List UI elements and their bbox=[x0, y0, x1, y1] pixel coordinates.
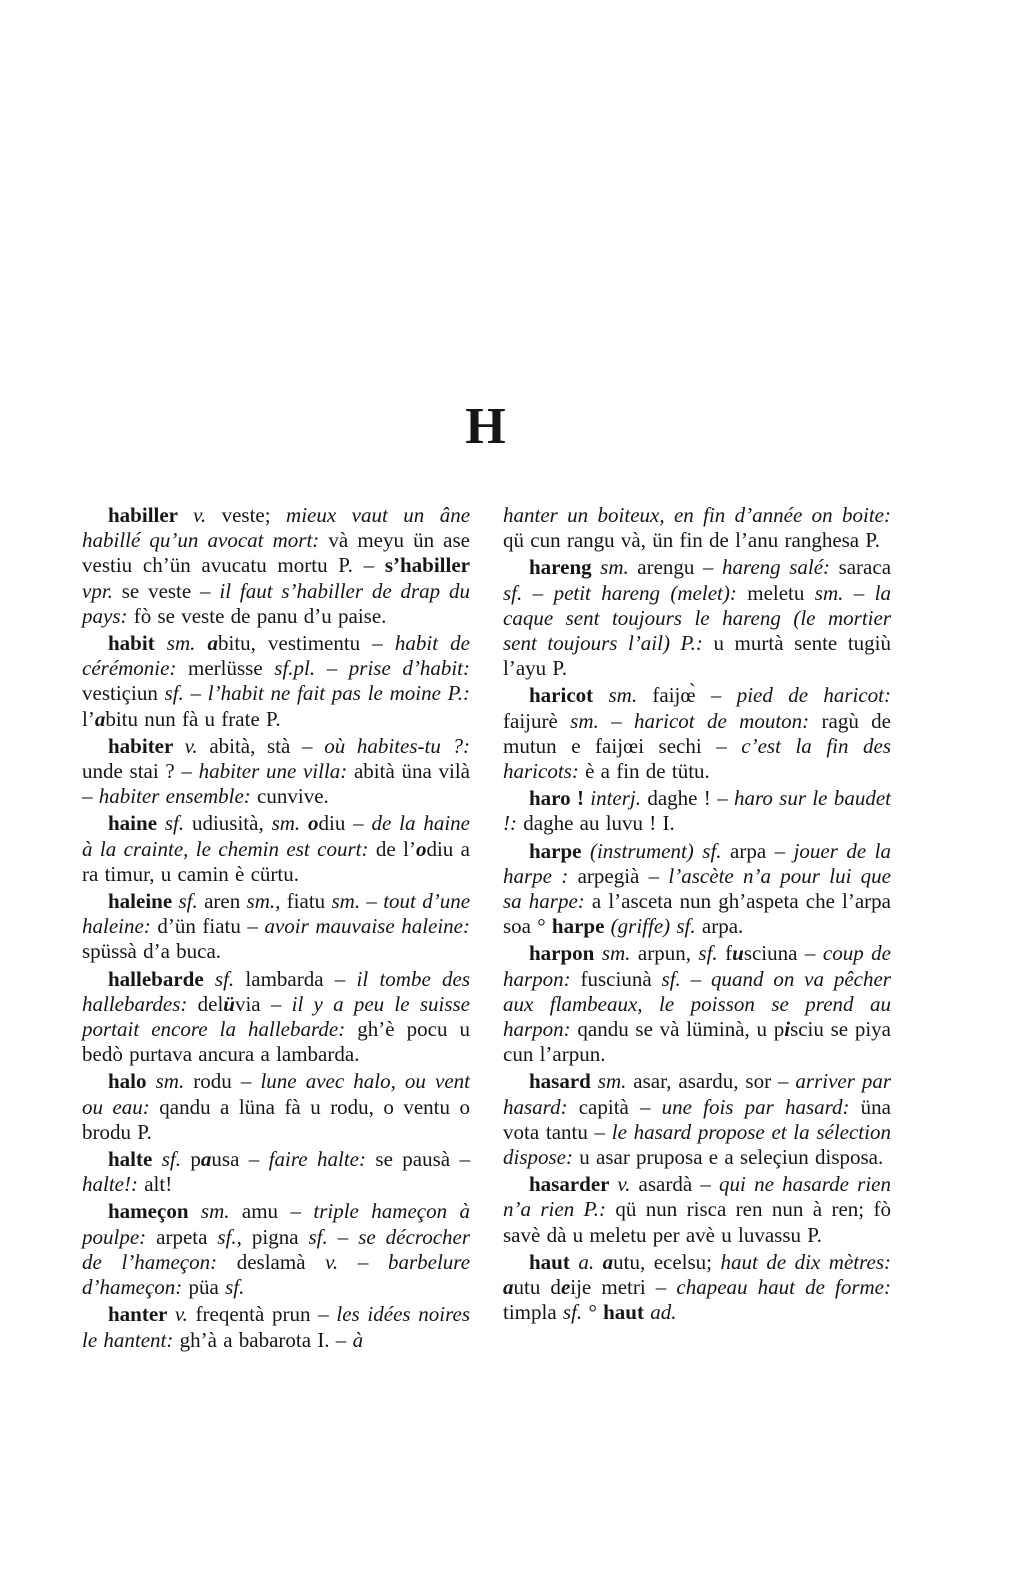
entry-segment: harpe bbox=[551, 914, 611, 939]
entry-segment: il faut s’habiller de drap du pays: bbox=[82, 578, 470, 628]
entry-segment: asardà – bbox=[638, 1172, 720, 1197]
entry-segment: a bbox=[503, 1275, 514, 1300]
entry-segment: hameçon bbox=[108, 1199, 201, 1224]
entry-segment: bitu nun fà u frate P. bbox=[105, 706, 281, 731]
entry-segment: v. bbox=[184, 733, 210, 758]
entry-segment: saraca bbox=[838, 555, 892, 580]
entry-habiller bbox=[82, 503, 470, 629]
entry-segment: del bbox=[197, 991, 224, 1016]
entry-segment: vestiçiun bbox=[82, 681, 165, 706]
text-columns bbox=[82, 503, 892, 1353]
entry-harpon bbox=[503, 941, 891, 1067]
entry-segment: sciu se piya cun l’arpun. bbox=[503, 1017, 891, 1067]
entry-segment: pigna bbox=[251, 1224, 309, 1249]
entry-segment: – bbox=[366, 889, 384, 914]
entry-segment: hanter bbox=[108, 1302, 175, 1327]
entry-segment: haine bbox=[108, 811, 165, 836]
entry-hareng bbox=[503, 555, 891, 681]
entry-segment: c’est la fin des haricots: bbox=[503, 733, 892, 784]
entry-segment: harpon bbox=[529, 941, 602, 966]
entry-segment: une fois par hasard: bbox=[661, 1094, 861, 1119]
entry-segment: harpe bbox=[529, 838, 590, 863]
entry-segment: hareng salé: bbox=[721, 555, 839, 580]
entry-segment: de la haine à la crainte, le chemin est court: bbox=[82, 811, 471, 861]
entry-segment: deslamà bbox=[236, 1249, 326, 1274]
entry-segment: habiter ensemble: bbox=[98, 784, 258, 809]
entry-segment: sm. bbox=[601, 941, 638, 966]
entry-segment: fusciunà bbox=[580, 966, 662, 991]
entry-segment: merlüsse bbox=[188, 656, 275, 681]
entry-segment: qandu a lüna fà u rodu, o ventu o brodu P. bbox=[82, 1094, 470, 1144]
entry-segment: sf.pl. bbox=[274, 656, 327, 681]
entry-segment: d’ün fiatu – bbox=[157, 914, 265, 939]
entry-segment: i bbox=[784, 1017, 791, 1042]
entry-segment: aren bbox=[204, 889, 247, 914]
entry-segment: a bbox=[207, 631, 218, 656]
entry-segment: ad. bbox=[650, 1300, 677, 1325]
entry-segment: hallebarde bbox=[108, 966, 215, 991]
entry-segment: alt! bbox=[144, 1172, 173, 1197]
entry-segment: barbelure d’hameçon: bbox=[82, 1249, 471, 1300]
entry-segment: sm., bbox=[246, 889, 287, 914]
entry-hanter-continued bbox=[503, 503, 891, 553]
entry-segment: ragù de mutun e faijœi sechi – bbox=[503, 708, 892, 758]
entry-hasard bbox=[503, 1069, 891, 1170]
entry-segment: haricot bbox=[529, 683, 609, 708]
entry-segment: qü cun rangu và, ün fin de l’anu ranghesa P. bbox=[503, 528, 880, 553]
entry-segment: sf. bbox=[308, 1224, 338, 1249]
entry-segment: arpeta bbox=[156, 1224, 218, 1249]
entry-segment: se décrocher de l’hameçon: bbox=[82, 1224, 471, 1274]
entry-segment: – bbox=[853, 580, 875, 605]
entry-segment: unde stai ? – bbox=[82, 759, 199, 784]
entry-segment: qandu se và lüminà, u p bbox=[577, 1017, 785, 1042]
entry-segment: meletu bbox=[747, 580, 815, 605]
entry-segment: les idées noires le hantent: bbox=[82, 1302, 470, 1352]
entry-segment: pied de haricot: bbox=[736, 683, 892, 708]
entry-haro bbox=[503, 786, 891, 836]
entry-segment: vpr. bbox=[82, 578, 122, 603]
entry-segment: jouer de la harpe : bbox=[503, 838, 892, 888]
entry-segment: sm. bbox=[570, 708, 612, 733]
entry-segment: sf. bbox=[225, 1275, 245, 1300]
entry-segment: tout d’une haleine: bbox=[82, 889, 471, 939]
entry-segment: hareng bbox=[529, 555, 601, 580]
entry-segment: – bbox=[532, 580, 554, 605]
entry-segment: interj. bbox=[590, 786, 648, 811]
entry-segment: gh’à a babarota I. – bbox=[179, 1327, 353, 1352]
entry-halte bbox=[82, 1147, 470, 1197]
entry-segment: diu a ra timur, u camin è cürtu. bbox=[82, 836, 471, 886]
entry-segment: spüssà d’a buca. bbox=[82, 939, 222, 964]
entry-haut bbox=[503, 1250, 891, 1326]
entry-segment: v. bbox=[174, 1302, 196, 1327]
entry-segment: v. bbox=[193, 503, 222, 527]
entry-segment: lambarda – bbox=[245, 966, 357, 991]
entry-segment: amu – bbox=[241, 1199, 314, 1224]
entry-segment: sm. bbox=[200, 1199, 242, 1224]
entry-segment: p bbox=[190, 1147, 201, 1172]
entry-segment: u murtà sente tugiù l’ayu P. bbox=[503, 631, 891, 681]
entry-habit bbox=[82, 631, 470, 732]
entry-segment: fò se veste de panu d’u paise. bbox=[133, 603, 387, 628]
entry-segment: se veste – bbox=[121, 578, 220, 603]
entry-segment: sm. bbox=[814, 580, 854, 605]
entry-haine bbox=[82, 811, 470, 887]
entry-segment: o bbox=[308, 811, 319, 836]
entry-segment: – bbox=[190, 681, 208, 706]
entry-segment: faire halte: bbox=[268, 1147, 376, 1172]
entry-segment: sciuna – bbox=[743, 941, 823, 966]
entry-segment: (instrument) sf. bbox=[589, 838, 731, 863]
entry-segment: halo bbox=[108, 1069, 156, 1094]
entry-segment: où habites-tu ?: bbox=[324, 733, 471, 758]
entry-segment: haro ! bbox=[529, 786, 591, 811]
entry-segment: sf. bbox=[161, 1147, 191, 1172]
entry-segment: – bbox=[337, 1224, 359, 1249]
entry-segment: sf. bbox=[562, 1300, 589, 1325]
entry-segment: timpla bbox=[503, 1300, 563, 1325]
entry-segment: la caque sent toujours le hareng (le mortier sent toujours l’ail) P.: bbox=[503, 580, 892, 656]
entry-hamecon bbox=[82, 1199, 470, 1300]
entry-segment: à bbox=[352, 1327, 364, 1352]
entry-segment: halte bbox=[108, 1147, 162, 1172]
entry-segment: il y a peu le suisse portait encore la hallebarde: bbox=[82, 991, 471, 1042]
entry-segment: sf. bbox=[164, 811, 192, 836]
entry-segment: bitu, vestimentu – bbox=[218, 631, 395, 656]
entry-segment: abità, stà – bbox=[209, 733, 325, 758]
entry-segment: sf. bbox=[661, 966, 691, 991]
entry-segment: sm. bbox=[271, 811, 308, 836]
entry-segment: se pausà – bbox=[375, 1147, 471, 1172]
entry-segment: sf. bbox=[164, 681, 191, 706]
entry-segment: sf. bbox=[214, 966, 246, 991]
entry-segment: v. bbox=[617, 1172, 639, 1197]
entry-harpe bbox=[503, 839, 891, 940]
section-letter-heading: H bbox=[465, 398, 507, 455]
entry-segment: haleine bbox=[108, 889, 179, 914]
entry-segment: l’ bbox=[82, 706, 95, 731]
entry-segment: sf., bbox=[217, 1224, 252, 1249]
entry-segment: hasarder bbox=[529, 1172, 618, 1197]
entry-segment: u bbox=[732, 941, 744, 966]
entry-segment: coup de harpon: bbox=[503, 941, 891, 991]
entry-segment: ü bbox=[223, 991, 235, 1016]
entry-segment: è a fin de tütu. bbox=[585, 759, 710, 784]
entry-segment: habiter une villa: bbox=[198, 759, 354, 784]
entry-segment: sm. bbox=[331, 889, 367, 914]
entry-segment: asar, asardu, sor – bbox=[633, 1069, 796, 1094]
entry-segment: a. bbox=[578, 1249, 603, 1274]
entry-hallebarde bbox=[82, 967, 470, 1068]
entry-segment: sm. bbox=[600, 555, 638, 580]
entry-segment: a l’asceta nun gh’aspeta che l’arpa soa ° bbox=[503, 889, 891, 939]
entry-segment: udiusità, bbox=[191, 811, 272, 836]
entry-segment: haut bbox=[529, 1249, 579, 1274]
entry-segment: a bbox=[94, 706, 106, 731]
entry-segment: petit hareng (melet): bbox=[553, 580, 748, 605]
entry-segment: prise d’habit: bbox=[348, 656, 470, 681]
entry-segment: haro sur le baudet !: bbox=[503, 786, 891, 836]
entry-segment: faijurè bbox=[503, 708, 571, 733]
entry-segment: – bbox=[611, 708, 634, 733]
entry-segment: và meyu ün ase vestiu ch’ün avucatu mortu P. – bbox=[82, 528, 470, 578]
entry-segment: freqentà prun – bbox=[195, 1302, 337, 1327]
entry-segment: veste; bbox=[221, 503, 287, 527]
entry-segment: e bbox=[560, 1275, 571, 1300]
entry-segment: u asar pruposa e a seleçiun disposa. bbox=[579, 1145, 884, 1170]
entry-halo bbox=[82, 1069, 470, 1145]
entry-segment: f bbox=[725, 941, 733, 966]
entry-segment: rodu – bbox=[193, 1069, 261, 1094]
entry-segment: habit de cérémonie: bbox=[82, 631, 471, 681]
entry-segment: arriver par hasard: bbox=[503, 1069, 891, 1119]
entry-segment: mieux vaut un âne habillé qu’un avocat mort: bbox=[82, 503, 471, 553]
entry-segment: s’habiller bbox=[384, 553, 470, 578]
entry-segment: gh’è pocu u bedò purtava ancura a lambarda. bbox=[82, 1017, 470, 1067]
entry-segment: sm. bbox=[597, 1069, 634, 1094]
entry-segment: triple hameçon à poulpe: bbox=[82, 1199, 470, 1249]
entry-segment: püa bbox=[188, 1275, 226, 1300]
entry-segment: avoir mauvaise haleine: bbox=[264, 914, 470, 939]
entry-segment: – bbox=[326, 656, 349, 681]
entry-segment: arpun, bbox=[637, 941, 699, 966]
entry-segment: – bbox=[357, 1249, 388, 1274]
entry-segment: chapeau haut de forme: bbox=[676, 1275, 891, 1300]
left-column bbox=[82, 503, 470, 1353]
entry-segment: arpegià – bbox=[577, 863, 669, 888]
entry-hanter bbox=[82, 1302, 470, 1352]
entry-segment: daghe ! – bbox=[647, 786, 734, 811]
entry-habiter bbox=[82, 734, 470, 810]
entry-segment: utu, ecelsu; bbox=[613, 1249, 721, 1274]
entry-segment: il tombe des hallebardes: bbox=[82, 966, 470, 1016]
entry-haleine bbox=[82, 889, 470, 965]
entry-segment: haricot de mouton: bbox=[633, 708, 822, 733]
entry-segment: sf. bbox=[178, 889, 205, 914]
entry-segment: hasard bbox=[529, 1069, 598, 1094]
entry-segment: lune avec halo, ou vent ou eau: bbox=[82, 1069, 470, 1119]
entry-segment: arpa. bbox=[701, 914, 744, 939]
entry-segment: ° bbox=[588, 1300, 604, 1325]
entry-segment: hanter un boiteux, en fin d’année on boite: bbox=[503, 503, 891, 527]
entry-segment: faijœ̀ – bbox=[652, 683, 737, 708]
entry-segment: qü nun risca ren nun à ren; fò savè dà u meletu per avè u luvassu P. bbox=[503, 1197, 892, 1247]
entry-segment: cunvive. bbox=[257, 784, 329, 809]
entry-segment: l’ascète n’a pour lui que sa harpe: bbox=[503, 863, 891, 914]
entry-segment: (griffe) sf. bbox=[610, 914, 702, 939]
entry-segment: qui ne hasarde rien n’a rien P.: bbox=[503, 1172, 891, 1222]
entry-segment: de l’ bbox=[375, 836, 416, 861]
entry-segment: fiatu bbox=[286, 889, 332, 914]
entry-segment: habiller bbox=[108, 503, 194, 527]
entry-segment: habit bbox=[108, 631, 167, 656]
entry-segment: utu d bbox=[513, 1275, 561, 1300]
entry-segment: ije metri – bbox=[570, 1275, 677, 1300]
entry-segment: arpa – bbox=[730, 838, 794, 863]
entry-segment: halte!: bbox=[82, 1172, 145, 1197]
entry-segment: sf. bbox=[503, 580, 533, 605]
entry-segment: le hasard propose et la sélection dispose: bbox=[503, 1119, 891, 1170]
entry-segment: via – bbox=[234, 991, 292, 1016]
entry-segment: abità üna vilà – bbox=[82, 759, 470, 809]
entry-segment: daghe au luvu ! I. bbox=[523, 811, 675, 836]
entry-segment: v. bbox=[325, 1249, 358, 1274]
entry-segment: sm. bbox=[155, 1069, 194, 1094]
entry-segment: sm. bbox=[166, 631, 208, 656]
entry-segment: sm. bbox=[608, 683, 653, 708]
entry-hasarder bbox=[503, 1172, 891, 1248]
entry-segment: – bbox=[690, 966, 711, 991]
entry-segment: üna vota tantu – bbox=[503, 1094, 891, 1144]
entry-segment: habiter bbox=[108, 733, 185, 758]
entry-segment: l’habit ne fait pas le moine P.: bbox=[207, 681, 470, 706]
entry-segment: haut bbox=[603, 1300, 651, 1325]
entry-segment: quand on va pêcher aux flambeaux, le poisson se prend au harpon: bbox=[503, 966, 891, 1042]
entry-segment: o bbox=[415, 836, 427, 861]
entry-segment: haut de dix mètres: bbox=[720, 1249, 892, 1274]
entry-segment: arengu – bbox=[637, 555, 722, 580]
entry-segment: capità – bbox=[578, 1094, 662, 1119]
right-column bbox=[503, 503, 891, 1353]
entry-segment: diu – bbox=[318, 811, 372, 836]
entry-haricot bbox=[503, 683, 891, 784]
entry-segment: usa – bbox=[211, 1147, 269, 1172]
entry-segment: a bbox=[602, 1249, 614, 1274]
entry-segment: a bbox=[200, 1147, 212, 1172]
entry-segment: sf. bbox=[698, 941, 726, 966]
